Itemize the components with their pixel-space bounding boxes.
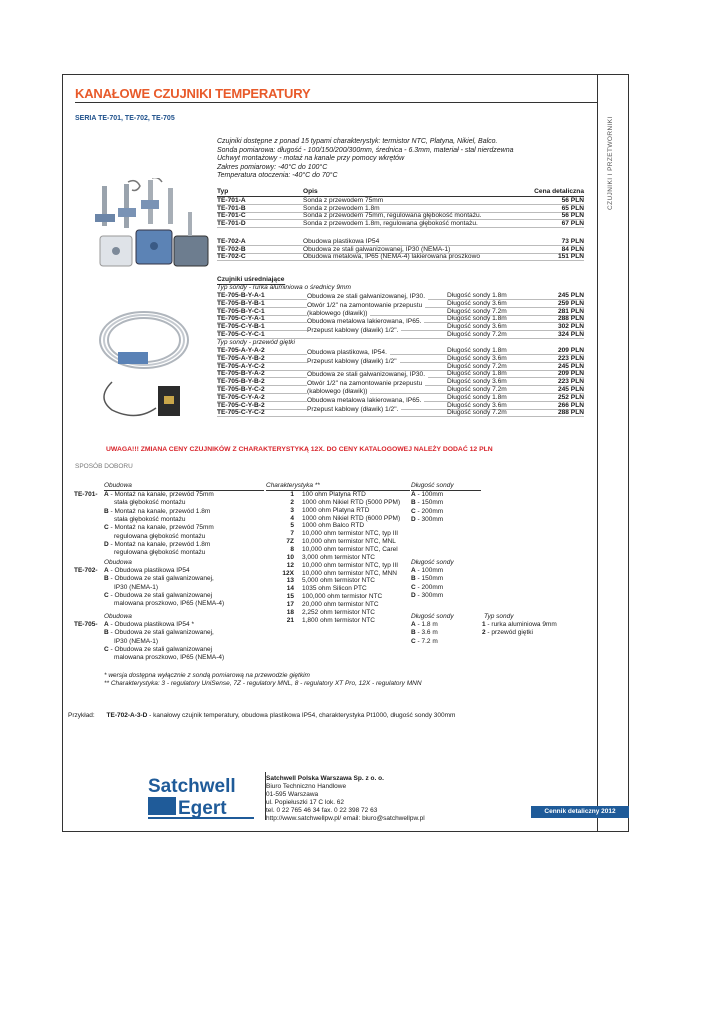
- characteristic-line: [266, 617, 410, 625]
- logo-bottom-text: Egert: [178, 798, 227, 819]
- te701-options: [104, 491, 264, 561]
- characteristic-code: 4: [290, 514, 294, 522]
- characteristic-text: 100 ohm Platyna RTD: [302, 491, 366, 498]
- company-name: Satchwell Polska Warszawa Sp. z o. o.: [266, 775, 384, 782]
- characteristic-line: [266, 554, 410, 562]
- option-code: D: [411, 515, 416, 523]
- te702-price-table: [217, 238, 584, 266]
- cell-description: Sonda z przewodem 75mm: [303, 197, 384, 204]
- option-line: [411, 584, 443, 592]
- address-line: tel. 0 22 765 46 34 fax. 0 22 398 72 63: [266, 807, 378, 814]
- option-text: - Obudowa ze stali galwanizowanej,: [108, 575, 214, 583]
- option-text: - 100mm: [415, 491, 444, 498]
- option-text: - 200mm: [415, 507, 444, 515]
- cell-price: 245 PLN: [557, 362, 584, 370]
- te701-length-options: [411, 491, 481, 525]
- te702-housing-image: [100, 212, 208, 266]
- obudowa-label-2: Obudowa: [104, 559, 132, 566]
- footnote-2: ** Charakterystyka: 3 - regulatory UniSense, 7Z - regulatory MNL, 8 - regulatory XT Pro, 12X - regulatory MNN: [104, 680, 422, 687]
- option-line: [104, 508, 210, 516]
- te705-options: [104, 621, 264, 663]
- characteristic-line: [266, 546, 410, 554]
- te705-prefix: TE-705-: [74, 621, 98, 628]
- cell-price: 245 PLN: [557, 292, 584, 299]
- example-text: - kanałowy czujnik temperatury, obudowa plastikowa IP54, charakterystyka Pt1000, długość sondy 300mm: [147, 712, 456, 719]
- sidebar-category: [607, 116, 617, 220]
- option-text: IP30 (NEMA-1): [114, 583, 159, 591]
- option-line: [104, 654, 224, 662]
- option-code: D: [104, 540, 109, 548]
- characteristic-code: 12X: [282, 569, 294, 577]
- option-line: [104, 524, 214, 532]
- cell-price: 209 PLN: [557, 347, 584, 354]
- footnote-1: * wersja dostępna wyłącznie z sondą pomiarową na przewodzie giętkim: [104, 672, 310, 679]
- characteristic-line: [266, 491, 410, 499]
- te701-prefix: TE-701-: [74, 491, 98, 498]
- option-line: [104, 629, 214, 637]
- characteristic-code: 18: [286, 608, 294, 616]
- option-code: B: [411, 629, 416, 637]
- characteristic-line: [266, 515, 410, 523]
- cell-price: 73 PLN: [561, 238, 584, 245]
- option-code: C: [104, 524, 109, 532]
- characteristic-line: [266, 609, 410, 617]
- row-divider: [217, 260, 584, 261]
- option-line: [104, 621, 194, 629]
- characteristic-line: [266, 507, 410, 515]
- characteristic-code: 5: [290, 522, 294, 530]
- cell-price: 281 PLN: [557, 307, 584, 315]
- cell-length: Długość sondy 1.8m: [447, 393, 507, 401]
- option-text: regulowana głębokość montażu: [114, 532, 206, 540]
- option-code: D: [411, 591, 416, 599]
- cell-type: TE-702-B: [217, 245, 246, 253]
- averaging-title: Czujniki uśredniające: [217, 276, 285, 283]
- satchwell-egert-logo: [148, 775, 254, 823]
- te701-probe-image: [95, 178, 173, 228]
- cell-length: Długość sondy 7.2m: [447, 409, 507, 417]
- option-text: stała głębokość montażu: [114, 499, 186, 507]
- characteristic-text: 5,000 ohm termistor NTC: [302, 577, 375, 585]
- cell-length: Długość sondy 7.2m: [447, 386, 507, 393]
- characteristic-code: 21: [286, 616, 294, 624]
- option-code: B: [104, 629, 109, 637]
- cell-price: 223 PLN: [557, 354, 584, 362]
- characteristic-line: [266, 570, 410, 578]
- option-code: C: [411, 583, 416, 591]
- group-description: Obudowa metalowa lakierowana, IP65.: [307, 318, 424, 326]
- desc-line: Zakres pomiarowy: -40°C do 100°C: [217, 163, 328, 171]
- cell-price: 259 PLN: [557, 299, 584, 307]
- option-line: [104, 499, 186, 507]
- characteristic-code: 15: [286, 593, 294, 601]
- cell-length: Długość sondy 3.6m: [447, 299, 507, 307]
- characteristic-line: [266, 601, 410, 609]
- characteristic-text: 1035 ohm Silicon PTC: [302, 585, 367, 593]
- characteristic-text: 10,000 ohm termistor NTC, MNL: [302, 538, 396, 546]
- order-example: [68, 712, 455, 719]
- option-line: [411, 592, 443, 600]
- characteristic-code: 17: [286, 600, 294, 608]
- group-description: Przepust kablowy (dławik) 1/2".: [307, 327, 401, 335]
- cell-type: TE-705-A-Y-B-2: [217, 354, 265, 362]
- option-line: [104, 600, 224, 608]
- option-line: [411, 629, 438, 637]
- group-description: Obudowa metalowa lakierowana, IP65.: [307, 397, 424, 405]
- option-line: [104, 584, 158, 592]
- cell-price: 67 PLN: [561, 219, 584, 227]
- price-list-badge: Cennik detaliczny 2012: [531, 806, 629, 818]
- header-type: Typ: [217, 188, 229, 195]
- characteristic-code: 13: [286, 577, 294, 585]
- cell-price: 151 PLN: [557, 253, 584, 260]
- characteristic-code: 10: [286, 553, 294, 561]
- sidebar-category-label: CZUJNIKI I PRZETWORNIKI: [607, 116, 614, 210]
- characteristic-code: 7Z: [286, 538, 294, 546]
- address-line: Biuro Techniczno Handlowe: [266, 783, 347, 790]
- cell-type: TE-705-B-Y-A-2: [217, 370, 265, 378]
- cell-length: Długość sondy 7.2m: [447, 331, 507, 338]
- option-text: - Montaż na kanale, przewód 75mm: [108, 524, 214, 532]
- option-code: A: [104, 621, 109, 628]
- te702-prefix: TE-702-: [74, 567, 98, 574]
- option-code: 1: [482, 621, 486, 628]
- row-divider: [217, 416, 584, 417]
- characteristic-code: 3: [290, 506, 294, 514]
- obudowa-label: Obudowa: [104, 482, 132, 489]
- option-text: stała głębokość montażu: [114, 515, 186, 523]
- cell-price: 245 PLN: [557, 386, 584, 393]
- option-line: [104, 549, 205, 557]
- cell-type: TE-705-C-Y-C-2: [217, 409, 265, 417]
- option-text: IP30 (NEMA-1): [114, 637, 159, 645]
- option-code: B: [104, 507, 109, 515]
- cell-type: TE-702-C: [217, 253, 246, 260]
- option-text: regulowana głębokość montażu: [114, 549, 206, 557]
- option-line: [104, 541, 210, 549]
- group-description: Przepust kablowy (dławik) 1/2": [307, 358, 400, 366]
- option-line: [411, 567, 443, 575]
- page-title: KANAŁOWE CZUJNIKI TEMPERATURY: [75, 86, 311, 101]
- cell-length: Długość sondy 3.6m: [447, 378, 507, 386]
- desc-line: Czujniki dostępne z ponad 15 typami charakterystyk: termistor NTC, Platyna, Nikiel, Balco.: [217, 138, 498, 145]
- averaging-group-2: [217, 347, 584, 419]
- cell-type: TE-705-A-Y-A-2: [217, 347, 265, 354]
- characteristic-code: 1: [290, 491, 294, 498]
- cell-description: Obudowa ze stali galwanizowanej, IP30 (NEMA-1): [303, 245, 451, 253]
- group-description: Obudowa plastikowa, IP54.: [307, 349, 390, 357]
- characteristic-text: 10,000 ohm termistor NTC, MNN: [302, 569, 397, 577]
- option-code: B: [411, 499, 416, 507]
- cell-price: 56 PLN: [561, 197, 584, 204]
- characteristic-line: [266, 562, 410, 570]
- averaging-sensor-photo: [92, 300, 202, 430]
- option-line: [411, 516, 443, 524]
- cell-length: Długość sondy 3.6m: [447, 323, 507, 331]
- te702-options: [104, 567, 264, 609]
- option-text: - 200mm: [415, 583, 444, 591]
- characteristic-text: 1000 ohm Balco RTD: [302, 522, 365, 530]
- cell-type: TE-705-C-Y-B-1: [217, 323, 265, 331]
- characteristic-options: [266, 491, 410, 631]
- cell-type: TE-705-B-Y-B-1: [217, 299, 265, 307]
- option-text: - Obudowa ze stali galwanizowanej,: [108, 629, 214, 637]
- option-text: - przewód giętki: [485, 629, 533, 637]
- characteristic-text: 1000 ohm Nikiel RTD (6000 PPM): [302, 514, 401, 522]
- option-code: C: [411, 507, 416, 515]
- option-text: - Obudowa ze stali galwanizowanej: [108, 645, 213, 653]
- option-text: - 150mm: [415, 575, 444, 583]
- cell-description: Sonda z przewodem 1.8m: [303, 204, 380, 212]
- option-line: [411, 508, 443, 516]
- example-label: Przykład:: [68, 712, 95, 719]
- header-price: Cena detaliczna: [534, 188, 584, 195]
- characteristic-code: 8: [290, 545, 294, 553]
- option-text: - Montaż na kanale, przewód 1.8m: [108, 507, 211, 515]
- characteristic-label: Charakterystyka **: [266, 482, 320, 489]
- desc-line: Sonda pomiarowa: długość - 100/150/200/300mm, średnica - 6.3mm, materiał - stal nierdzewna: [217, 146, 514, 154]
- option-line: [411, 499, 443, 507]
- option-line: [482, 621, 557, 629]
- option-line: [104, 646, 212, 654]
- characteristic-line: [266, 593, 410, 601]
- option-code: C: [104, 645, 109, 653]
- characteristic-text: 20,000 ohm termistor NTC: [302, 600, 379, 608]
- cell-type: TE-705-C-Y-B-2: [217, 401, 265, 409]
- option-line: [482, 629, 533, 637]
- averaging-sensors-section: [217, 276, 584, 416]
- option-text: malowana proszkowo, IP65 (NEMA-4): [114, 600, 225, 608]
- cell-length: Długość sondy 3.6m: [447, 354, 507, 362]
- header-description: Opis: [303, 188, 318, 195]
- cell-price: 84 PLN: [561, 245, 584, 253]
- option-line: [104, 638, 158, 646]
- address-line: http://www.satchwellpw.pl/ email: biuro@satchwellpw.pl: [266, 815, 425, 822]
- cell-price: 252 PLN: [557, 393, 584, 401]
- cell-type: TE-705-A-Y-C-2: [217, 362, 265, 370]
- cell-type: TE-705-C-Y-A-1: [217, 315, 265, 323]
- logo-top-text: Satchwell: [148, 776, 236, 797]
- characteristic-text: 10,000 ohm termistor NTC, typ III: [302, 530, 399, 538]
- cell-price: 324 PLN: [557, 331, 584, 338]
- characteristic-line: [266, 522, 410, 530]
- option-text: - 300mm: [415, 515, 444, 523]
- cell-description: Sonda z przewodem 75mm, regulowana głębokość montażu.: [303, 212, 482, 219]
- desc-line: Uchwyt montażowy - motaż na kanale przy pomocy wkrętów: [217, 155, 405, 162]
- option-line: [104, 567, 190, 575]
- option-text: - 7.2 m: [415, 637, 438, 645]
- address-line: 01-595 Warszawa: [266, 791, 319, 798]
- cell-price: 209 PLN: [557, 370, 584, 378]
- length-label-2: Długość sondy: [411, 559, 454, 566]
- option-line: [104, 533, 205, 541]
- option-code: B: [411, 575, 416, 583]
- company-address: [266, 775, 425, 823]
- characteristic-text: 2,252 ohm termistor NTC: [302, 608, 375, 616]
- cell-price: 223 PLN: [557, 378, 584, 386]
- characteristic-text: 10,000 ohm termistor NTC, Carel: [302, 545, 398, 553]
- cell-length: Długość sondy 1.8m: [447, 292, 507, 299]
- cell-description: Obudowa plastikowa IP54: [303, 238, 380, 245]
- cell-price: 288 PLN: [557, 409, 584, 417]
- cell-price: 65 PLN: [561, 204, 584, 212]
- averaging-subtitle-1: Typ sondy - rurka aluminiowa o średnicy 9mm: [217, 284, 351, 291]
- order-heading: SPOSÓB DOBORU: [75, 463, 133, 470]
- characteristic-text: 1000 ohm Platyna RTD: [302, 506, 370, 514]
- characteristic-line: [266, 499, 410, 507]
- cell-type: TE-701-A: [217, 197, 246, 204]
- cell-length: Długość sondy 1.8m: [447, 315, 507, 323]
- cell-description: Sonda z przewodem 1.8m, regulowana głębokość montażu.: [303, 219, 478, 227]
- option-line: [104, 575, 214, 583]
- characteristic-line: [266, 577, 410, 585]
- option-text: - Obudowa ze stali galwanizowanej: [108, 591, 213, 599]
- averaging-group-1: [217, 292, 584, 340]
- option-text: - 100mm: [415, 567, 444, 574]
- characteristic-code: 2: [290, 498, 294, 506]
- option-code: A: [411, 621, 416, 628]
- characteristic-code: 14: [286, 585, 294, 593]
- option-code: C: [411, 637, 416, 645]
- option-code: A: [411, 491, 416, 498]
- option-code: 2: [482, 629, 486, 637]
- ordering-scheme: [74, 482, 594, 692]
- cell-type: TE-705-B-Y-A-1: [217, 292, 265, 299]
- group-description: Obudowa ze stali galwanizowanej, IP30.: [307, 371, 428, 379]
- product-description: [217, 138, 577, 183]
- length-label-3: Długość sondy: [411, 613, 454, 620]
- option-code: C: [104, 591, 109, 599]
- cell-length: Długość sondy 1.8m: [447, 347, 507, 354]
- option-code: A: [104, 491, 109, 498]
- te702-length-options: [411, 567, 481, 601]
- sidebar-divider: [597, 74, 598, 832]
- group-description: (kablowego (dławik)): [307, 310, 370, 318]
- length-label: Długość sondy: [411, 482, 454, 489]
- characteristic-text: 10,000 ohm termistor NTC, typ III: [302, 561, 399, 569]
- option-text: - rurka aluminiowa 9mm: [485, 621, 557, 628]
- series-heading: SERIA TE-701, TE-702, TE-705: [75, 115, 175, 122]
- characteristic-line: [266, 585, 410, 593]
- cell-type: TE-701-C: [217, 212, 246, 219]
- cell-type: TE-705-B-Y-B-2: [217, 378, 265, 386]
- cell-price: 302 PLN: [557, 323, 584, 331]
- option-code: B: [104, 575, 109, 583]
- cell-price: 266 PLN: [557, 401, 584, 409]
- characteristic-text: 3,000 ohm termistor NTC: [302, 553, 375, 561]
- duct-sensor-photo: [90, 178, 215, 283]
- option-line: [411, 575, 443, 583]
- obudowa-label-3: Obudowa: [104, 613, 132, 620]
- cell-type: TE-705-B-Y-C-2: [217, 386, 265, 393]
- desc-line: Temperatura otoczenia: -40°C do 70°C: [217, 172, 338, 179]
- group-description: Przepust kablowy (dławik) 1/2".: [307, 406, 401, 414]
- option-line: [104, 592, 212, 600]
- title-divider: [75, 102, 597, 103]
- option-line: [104, 491, 214, 499]
- group-description: (kablowego (dławik)): [307, 388, 370, 396]
- address-line: ul. Popiełuszki 17 C lok. 62: [266, 799, 345, 806]
- option-text: malowana proszkowo, IP65 (NEMA-4): [114, 654, 225, 662]
- te705-probe-options: [482, 621, 574, 639]
- option-line: [411, 491, 443, 499]
- option-text: - 1.8 m: [415, 621, 438, 628]
- option-text: - Obudowa plastikowa IP54: [108, 567, 190, 574]
- characteristic-line: [266, 538, 410, 546]
- option-text: - 150mm: [415, 499, 444, 507]
- group-description: Otwór 1/2" na zamontowanie przepustu: [307, 380, 425, 388]
- option-code: A: [411, 567, 416, 574]
- cell-type: TE-705-C-Y-A-2: [217, 393, 265, 401]
- characteristic-code: 7: [290, 530, 294, 538]
- cell-description: Obudowa metalowa, IP65 (NEMA-4) lakierowana proszkowo: [303, 253, 481, 260]
- option-line: [411, 638, 438, 646]
- cell-type: TE-705-C-Y-C-1: [217, 331, 265, 338]
- option-line: [104, 516, 186, 524]
- cell-type: TE-705-B-Y-C-1: [217, 307, 265, 315]
- option-text: - Montaż na kanale, przewód 75mm: [108, 491, 214, 498]
- cell-length: Długość sondy 7.2m: [447, 307, 507, 315]
- cell-price: 288 PLN: [557, 315, 584, 323]
- characteristic-line: [266, 530, 410, 538]
- cell-length: Długość sondy 7.2m: [447, 362, 507, 370]
- cell-price: 56 PLN: [561, 212, 584, 219]
- characteristic-text: 100,000 ohm termistor NTC: [302, 593, 383, 601]
- cell-type: TE-701-D: [217, 219, 246, 227]
- cell-type: TE-702-A: [217, 238, 246, 245]
- cell-length: Długość sondy 3.6m: [447, 401, 507, 409]
- option-text: - 3.6 m: [415, 629, 438, 637]
- probe-type-label: Typ sondy: [484, 613, 514, 620]
- cell-type: TE-701-B: [217, 204, 246, 212]
- row-divider: [217, 227, 584, 228]
- option-line: [411, 621, 438, 629]
- characteristic-text: 1,800 ohm termistor NTC: [302, 616, 375, 624]
- option-code: A: [104, 567, 109, 574]
- characteristic-code: 12: [286, 561, 294, 569]
- option-text: - Obudowa plastikowa IP54 *: [108, 621, 194, 628]
- te705-length-options: [411, 621, 481, 647]
- group-description: Otwór 1/2" na zamontowanie przepustu: [307, 302, 425, 310]
- group-description: Obudowa ze stali galwanizowanej, IP30.: [307, 293, 428, 301]
- price-warning: UWAGA!!! ZMIANA CENY CZUJNIKÓW Z CHARAKTERYSTYKĄ 12X. DO CENY KATALOGOWEJ NALEŻY DODAĆ 12 PLN: [106, 446, 493, 453]
- option-text: - 300mm: [415, 591, 444, 599]
- option-text: - Montaż na kanale, przewód 1.8m: [108, 540, 211, 548]
- table-header: [217, 188, 584, 196]
- averaging-subtitle-2: Typ sondy - przewód giętki: [217, 339, 295, 346]
- characteristic-text: 1000 ohm Nikiel RTD (5000 PPM): [302, 498, 401, 506]
- cell-length: Długość sondy 1.8m: [447, 370, 507, 378]
- example-code: TE-702-A-3-D: [106, 712, 148, 719]
